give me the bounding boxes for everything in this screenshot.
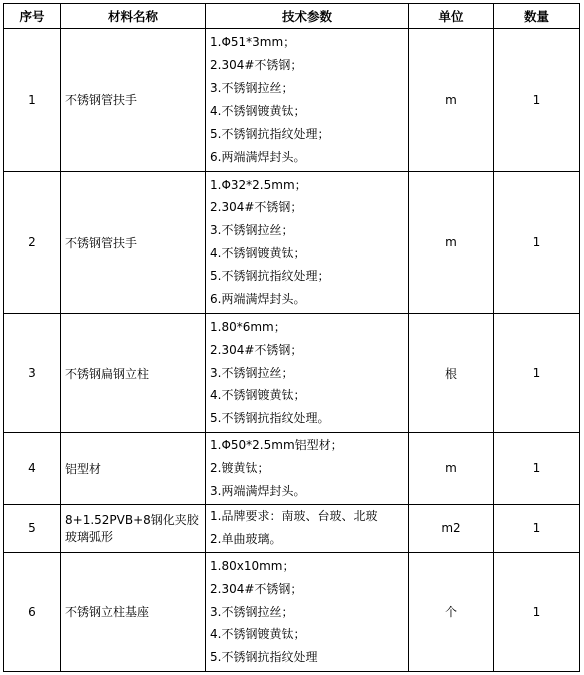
tech-spec	[206, 29, 409, 172]
header-spec: 技术参数	[206, 4, 409, 29]
spec-line: 3.不锈钢拉丝；	[210, 365, 294, 380]
spec-line: 5.不锈钢抗指纹处理；	[210, 126, 330, 141]
spec-line: 1.80x10mm；	[210, 558, 295, 573]
quantity: 1	[494, 504, 580, 552]
spec-line: 2.304#不锈钢；	[210, 581, 303, 596]
material-name: 不锈钢立柱基座	[61, 552, 206, 671]
material-name: 不锈钢管扶手	[61, 171, 206, 314]
header-unit: 单位	[409, 4, 494, 29]
unit: 个	[409, 552, 494, 671]
spec-line: 2.单曲玻璃。	[210, 532, 282, 547]
spec-line: 2.304#不锈钢；	[210, 200, 303, 215]
table-row	[4, 552, 580, 671]
row-number: 5	[4, 504, 61, 552]
quantity: 1	[494, 171, 580, 314]
row-number: 6	[4, 552, 61, 671]
spec-line: 3.不锈钢拉丝；	[210, 223, 294, 238]
spec-line: 6.两端满焊封头。	[210, 292, 306, 307]
table-row	[4, 504, 580, 552]
unit: 根	[409, 314, 494, 433]
material-name: 不锈钢扁钢立柱	[61, 314, 206, 433]
row-number: 3	[4, 314, 61, 433]
spec-line: 1.品牌要求：南玻、台玻、北玻	[210, 509, 378, 524]
unit: m2	[409, 504, 494, 552]
tech-spec	[206, 504, 409, 552]
unit: m	[409, 433, 494, 505]
tech-spec	[206, 433, 409, 505]
header-qty: 数量	[494, 4, 580, 29]
quantity: 1	[494, 314, 580, 433]
spec-line: 2.304#不锈钢；	[210, 57, 303, 72]
spec-line: 3.不锈钢拉丝；	[210, 80, 294, 95]
materials-table	[3, 3, 580, 672]
table-row	[4, 29, 580, 172]
row-number: 1	[4, 29, 61, 172]
tech-spec	[206, 171, 409, 314]
table-row	[4, 171, 580, 314]
spec-line: 5.不锈钢抗指纹处理；	[210, 269, 330, 284]
spec-line: 2.镀黄钛；	[210, 460, 270, 475]
spec-line: 1.80*6mm；	[210, 319, 286, 334]
spec-line: 5.不锈钢抗指纹处理	[210, 650, 318, 665]
spec-line: 4.不锈钢镀黄钛；	[210, 388, 306, 403]
spec-line: 1.Φ51*3mm；	[210, 35, 296, 50]
quantity: 1	[494, 29, 580, 172]
spec-line: 3.两端满焊封头。	[210, 483, 306, 498]
table-body	[4, 29, 580, 672]
spec-line: 3.不锈钢拉丝；	[210, 604, 294, 619]
spec-line: 4.不锈钢镀黄钛；	[210, 246, 306, 261]
unit: m	[409, 171, 494, 314]
unit: m	[409, 29, 494, 172]
spec-line: 4.不锈钢镀黄钛；	[210, 627, 306, 642]
header-name: 材料名称	[61, 4, 206, 29]
material-name: 8+1.52PVB+8钢化夹胶玻璃弧形	[61, 504, 206, 552]
header-no: 序号	[4, 4, 61, 29]
spec-line: 1.Φ50*2.5mm铝型材；	[210, 438, 343, 453]
tech-spec	[206, 552, 409, 671]
material-name: 不锈钢管扶手	[61, 29, 206, 172]
spec-line: 6.两端满焊封头。	[210, 149, 306, 164]
spec-line: 2.304#不锈钢；	[210, 342, 303, 357]
material-name: 铝型材	[61, 433, 206, 505]
spec-line: 1.Φ32*2.5mm；	[210, 177, 307, 192]
spec-line: 5.不锈钢抗指纹处理。	[210, 411, 330, 426]
quantity: 1	[494, 552, 580, 671]
tech-spec	[206, 314, 409, 433]
quantity: 1	[494, 433, 580, 505]
header-row	[4, 4, 580, 29]
row-number: 2	[4, 171, 61, 314]
spec-line: 4.不锈钢镀黄钛；	[210, 103, 306, 118]
row-number: 4	[4, 433, 61, 505]
table-row	[4, 314, 580, 433]
table-row	[4, 433, 580, 505]
